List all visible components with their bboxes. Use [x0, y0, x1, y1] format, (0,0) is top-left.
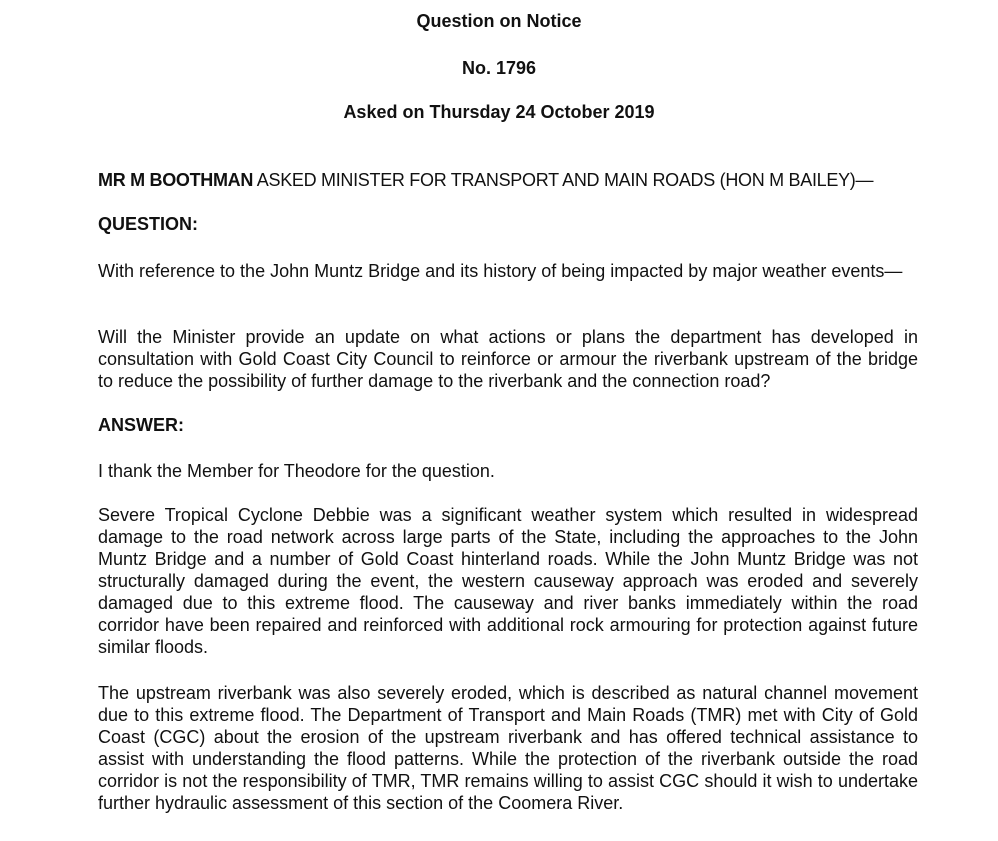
question-number: No. 1796 [461, 58, 537, 78]
question-heading: QUESTION: [98, 214, 199, 234]
answer-heading: ANSWER: [98, 415, 184, 435]
answer-paragraph: Severe Tropical Cyclone Debbie was a significant weather system which resulted in widespread damage to the road network across large parts of the State, including the approaches to the John Muntz Bridge and a number of Gold Coast hinterland roads. While the John Muntz Bridge was not structurally damaged during the event, the western causeway approach was eroded and severely damaged due to this extreme flood. The causeway and river banks immediately within the road corridor have been repaired and reinforced with additional rock armouring for protection against future similar floods. [98, 505, 918, 657]
answer-paragraph: The upstream riverbank was also severely eroded, which is described as natural channel movement due to this extreme flood. The Department of Transport and Main Roads (TMR) met with City of Gold Coast (CGC) about the erosion of the upstream riverbank and has offered technical assistance to assist with understanding the flood patterns. While the protection of the riverbank outside the road corridor is not the responsibility of TMR, TMR remains willing to assist CGC should it wish to undertake further hydraulic assessment of this section of the Coomera River. [98, 683, 918, 813]
document-title: Question on Notice [416, 11, 582, 31]
question-paragraph: Will the Minister provide an update on what actions or plans the department has developed in consultation with Gold Coast City Council to reinforce or armour the riverbank upstream of the bridge to reduce the possibility of further damage to the riverbank and the connection road? [98, 327, 918, 391]
asker-line [98, 169, 938, 191]
answer-paragraph: I thank the Member for Theodore for the question. [98, 461, 495, 481]
asker-name: MR M BOOTHMAN [98, 170, 254, 190]
asker-addressee: ASKED MINISTER FOR TRANSPORT AND MAIN ROADS (HON M BAILEY)— [253, 170, 874, 190]
question-paragraph: With reference to the John Muntz Bridge and its history of being impacted by major weather events— [98, 261, 903, 281]
asked-date: Asked on Thursday 24 October 2019 [343, 102, 655, 122]
